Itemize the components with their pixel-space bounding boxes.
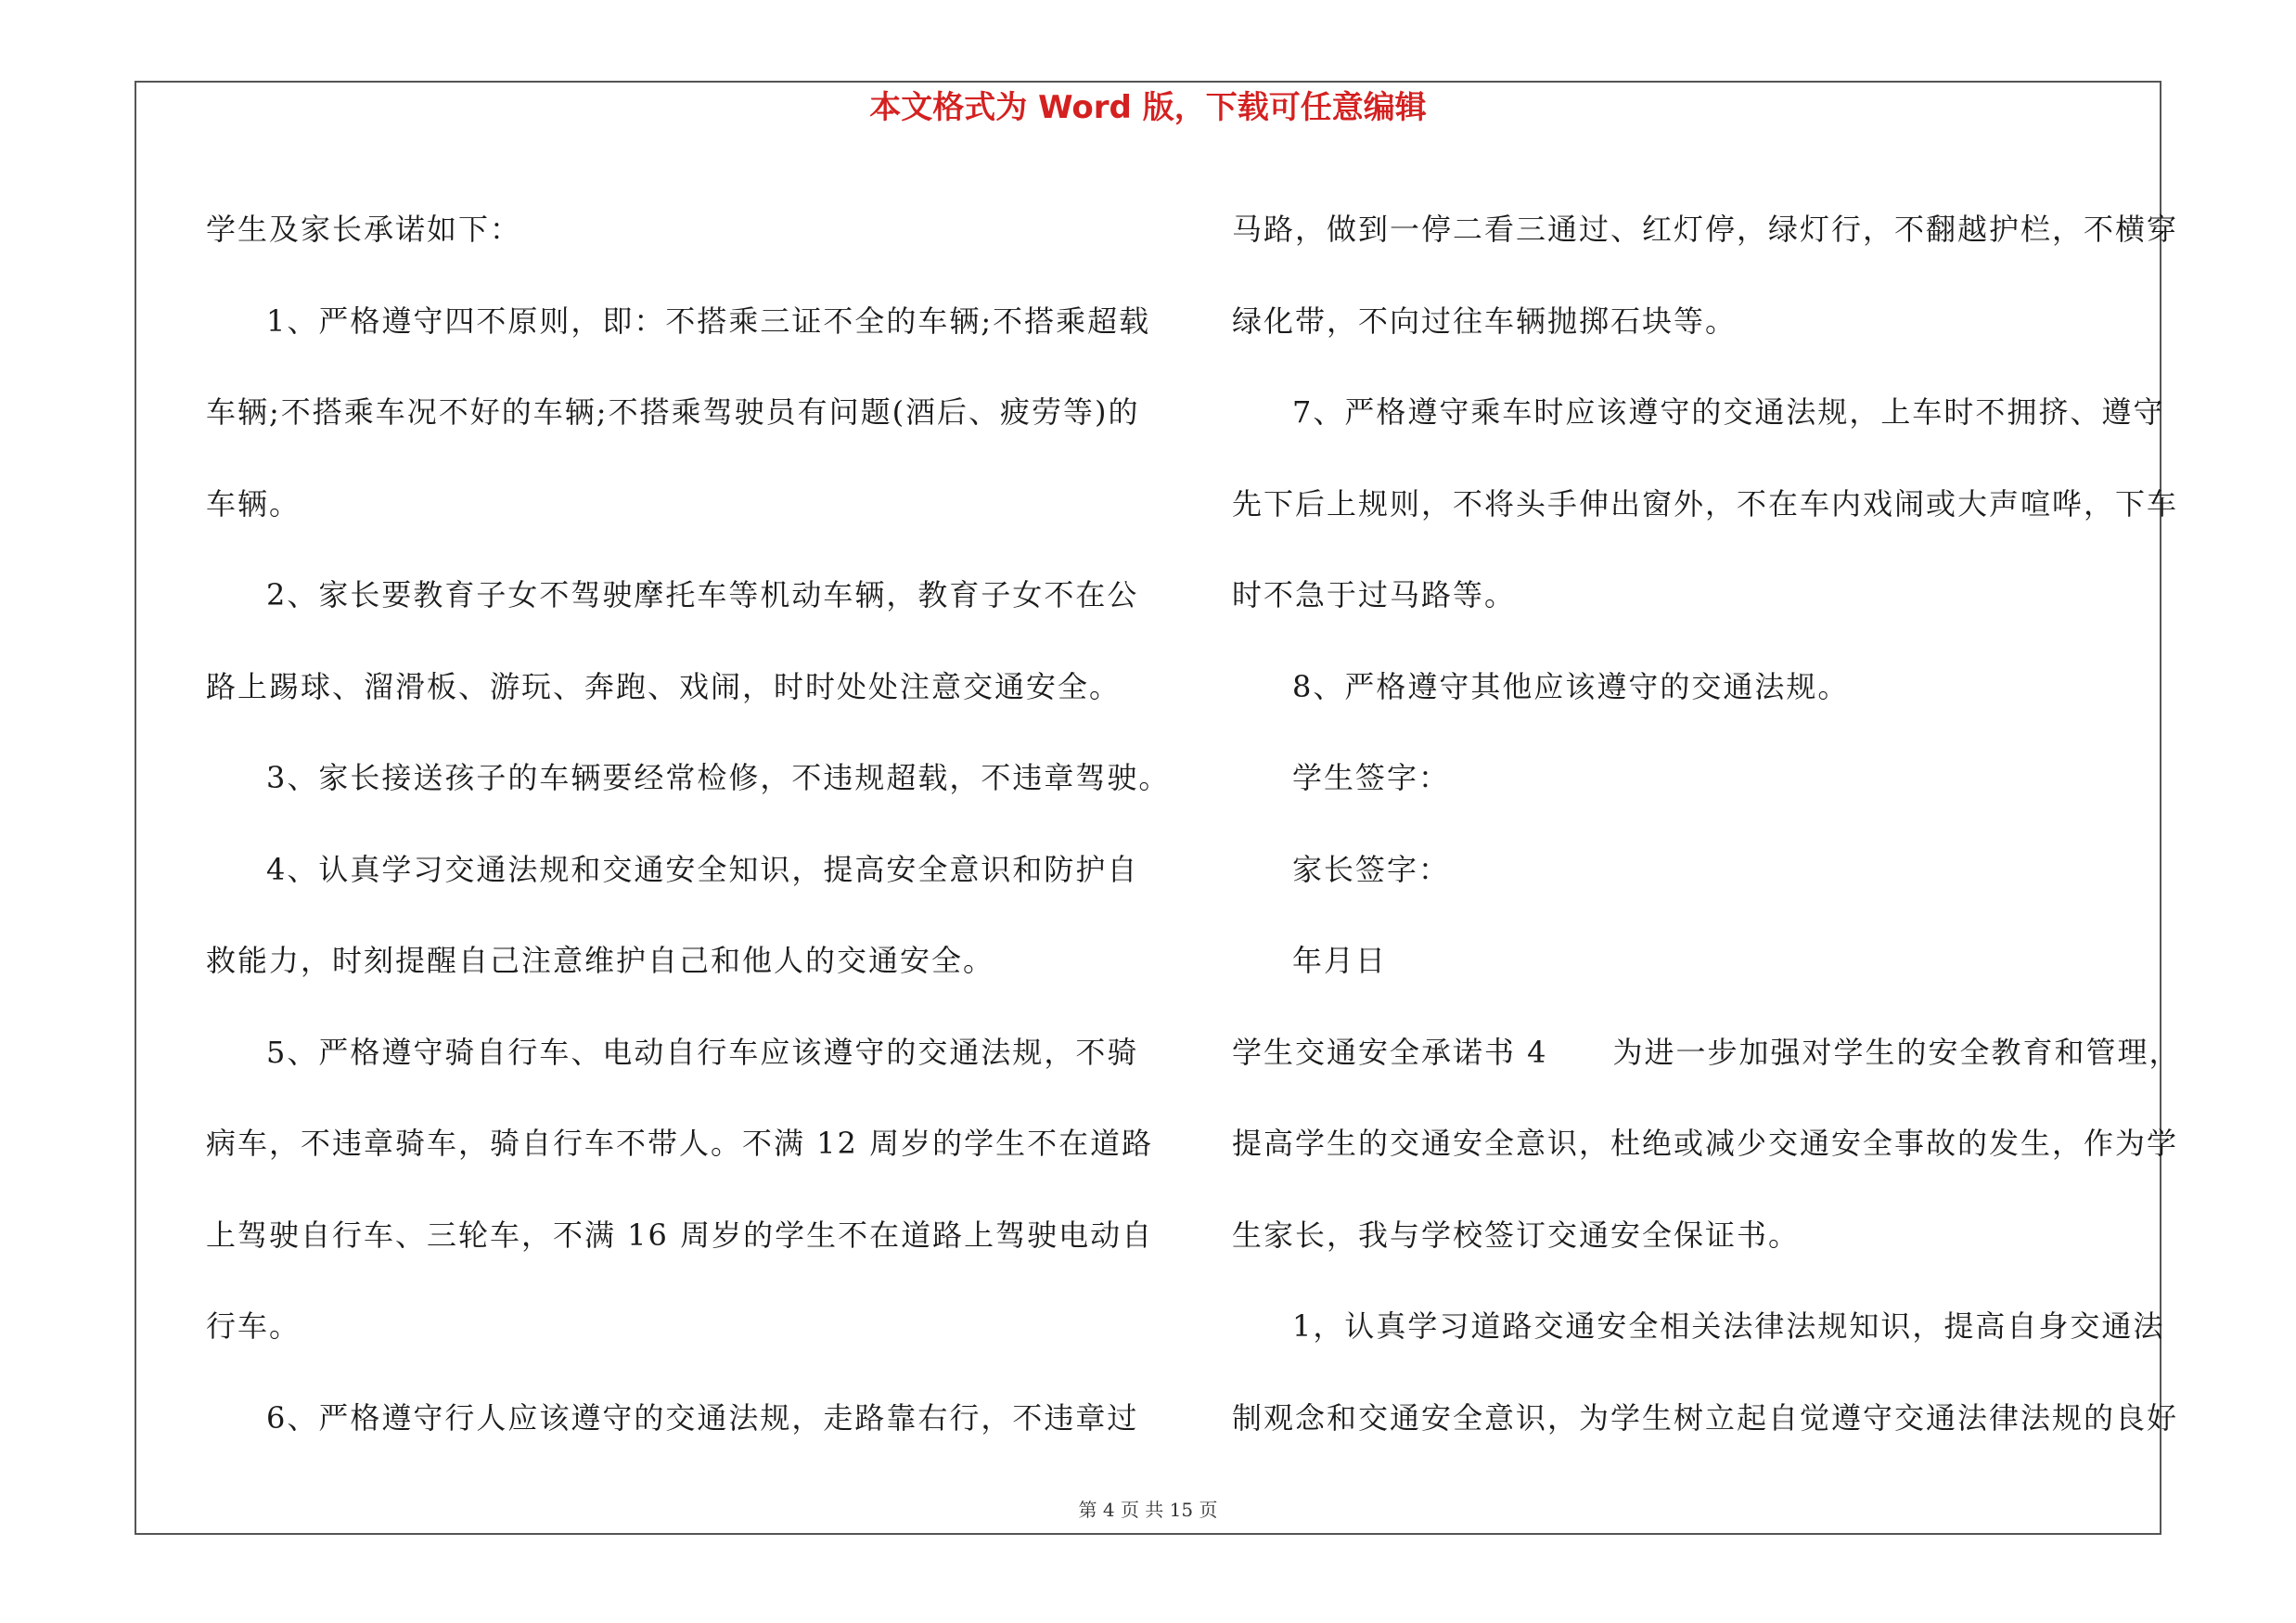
section-intro: 为进一步加强对学生的安全教育和管理，	[1612, 1034, 2181, 1070]
parent-signature-label: 家长签字：	[1292, 851, 1451, 887]
text-line: 7、严格遵守乘车时应该遵守的交通法规，上车时不拥挤、遵守	[1292, 394, 2165, 430]
text-line: 时不急于过马路等。	[1232, 577, 1517, 612]
text-line: 2、家长要教育子女不驾驶摩托车等机动车辆，教育子女不在公	[266, 577, 1139, 612]
text-line: 病车，不违章骑车，骑自行车不带人。不满 12 周岁的学生不在道路	[206, 1126, 1154, 1161]
section-heading-line	[1232, 1007, 2181, 1099]
text-line: 先下后上规则，不将头手伸出窗外，不在车内戏闹或大声喧哗，下车	[1232, 485, 2179, 522]
word-format-banner: 本文格式为 Word 版，下载可任意编辑	[869, 89, 1427, 126]
date-label: 年月日	[1292, 943, 1388, 978]
student-signature-label: 学生签字：	[1292, 760, 1451, 795]
text-line: 绿化带，不向过往车辆抛掷石块等。	[1232, 303, 1738, 339]
text-line: 提高学生的交通安全意识，杜绝或减少交通安全事故的发生，作为学	[1232, 1126, 2179, 1161]
text-line: 车辆;不搭乘车况不好的车辆;不搭乘驾驶员有问题(酒后、疲劳等)的	[206, 394, 1140, 430]
text-line: 6、严格遵守行人应该遵守的交通法规，走路靠右行，不违章过	[266, 1399, 1139, 1436]
text-line: 1，认真学习道路交通安全相关法律法规知识，提高自身交通法	[1292, 1308, 2165, 1344]
right-column	[1232, 184, 2181, 1463]
text-line: 车辆。	[206, 485, 301, 522]
section-title: 学生交通安全承诺书 4	[1232, 1034, 1548, 1070]
text-line: 马路，做到一停二看三通过、红灯停，绿灯行，不翻越护栏，不横穿	[1232, 212, 2179, 247]
text-line: 1、严格遵守四不原则，即：不搭乘三证不全的车辆;不搭乘超载	[266, 303, 1151, 339]
left-column	[206, 184, 1171, 1463]
text-line: 学生及家长承诺如下：	[206, 212, 522, 247]
page-number-footer: 第 4 页 共 15 页	[1078, 1499, 1218, 1521]
text-line: 制观念和交通安全意识，为学生树立起自觉遵守交通法律法规的良好	[1232, 1399, 2179, 1436]
text-line: 4、认真学习交通法规和交通安全知识，提高安全意识和防护自	[266, 851, 1139, 887]
text-line: 救能力，时刻提醒自己注意维护自己和他人的交通安全。	[206, 943, 995, 978]
text-line: 行车。	[206, 1308, 301, 1344]
text-line: 上驾驶自行车、三轮车，不满 16 周岁的学生不在道路上驾驶电动自	[206, 1217, 1154, 1253]
text-line: 3、家长接送孩子的车辆要经常检修，不违规超载，不违章驾驶。	[266, 760, 1171, 795]
text-line: 8、严格遵守其他应该遵守的交通法规。	[1292, 668, 1850, 704]
text-line: 5、严格遵守骑自行车、电动自行车应该遵守的交通法规，不骑	[266, 1034, 1139, 1070]
text-line: 生家长，我与学校签订交通安全保证书。	[1232, 1217, 1801, 1253]
text-line: 路上踢球、溜滑板、游玩、奔跑、戏闹，时时处处注意交通安全。	[206, 668, 1122, 704]
